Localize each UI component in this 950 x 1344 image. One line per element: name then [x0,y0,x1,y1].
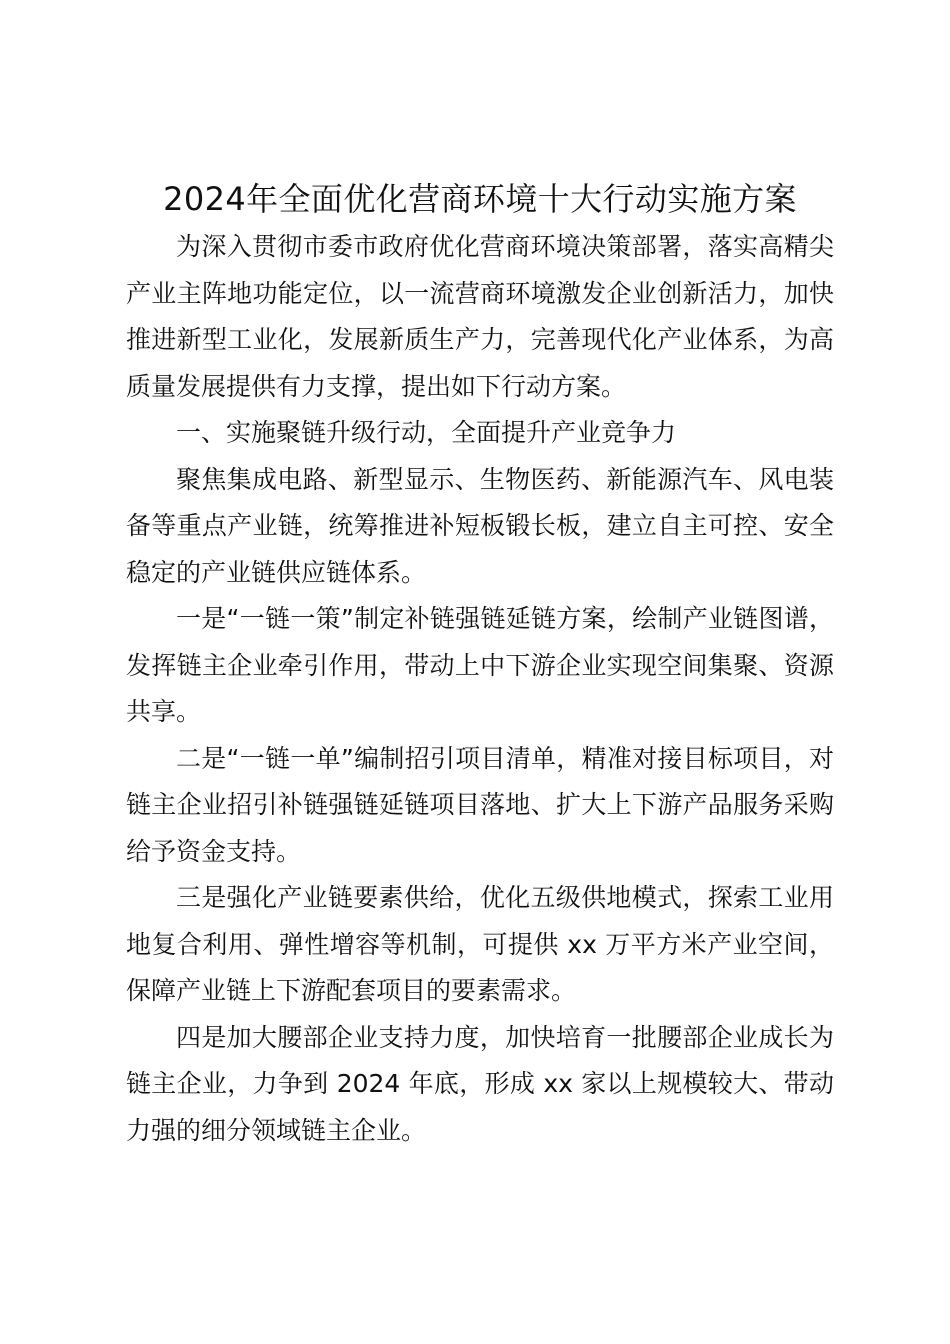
item-one-paragraph: 一是“一链一策”制定补链强链延链方案，绘制产业链图谱，发挥链主企业牵引作用，带动上中下游企业实现空间集聚、资源共享。 [126,604,834,726]
item-four-paragraph: 四是加大腰部企业支持力度，加快培育一批腰部企业成长为链主企业，力争到 2024 年底，形成 xx 家以上规模较大、带动力强的细分领域链主企业。 [126,1022,834,1145]
item-two-paragraph: 二是“一链一单”编制招引项目清单，精准对接目标项目，对链主企业招引补链强链延链项目落地、扩大上下游产品服务采购给予资金支持。 [126,743,834,866]
document-body [126,224,834,1154]
section-summary-paragraph: 聚焦集成电路、新型显示、生物医药、新能源汽车、风电装备等重点产业链，统筹推进补短板锻长板，建立自主可控、安全稳定的产业链供应链体系。 [126,464,834,587]
item-three-paragraph: 三是强化产业链要素供给，优化五级供地模式，探索工业用地复合利用、弹性增容等机制，可提供 xx 万平方米产业空间，保障产业链上下游配套项目的要素需求。 [126,883,834,1005]
document-title: 2024年全面优化营商环境十大行动实施方案 [163,180,797,218]
section-heading: 一、实施聚链升级行动，全面提升产业竞争力 [176,418,677,447]
intro-paragraph: 为深入贯彻市委市政府优化营商环境决策部署，落实高精尖产业主阵地功能定位，以一流营商环境激发企业创新活力，加快推进新型工业化，发展新质生产力，完善现代化产业体系，为高质量发展提供有力支撑，提出如下行动方案。 [126,232,834,401]
